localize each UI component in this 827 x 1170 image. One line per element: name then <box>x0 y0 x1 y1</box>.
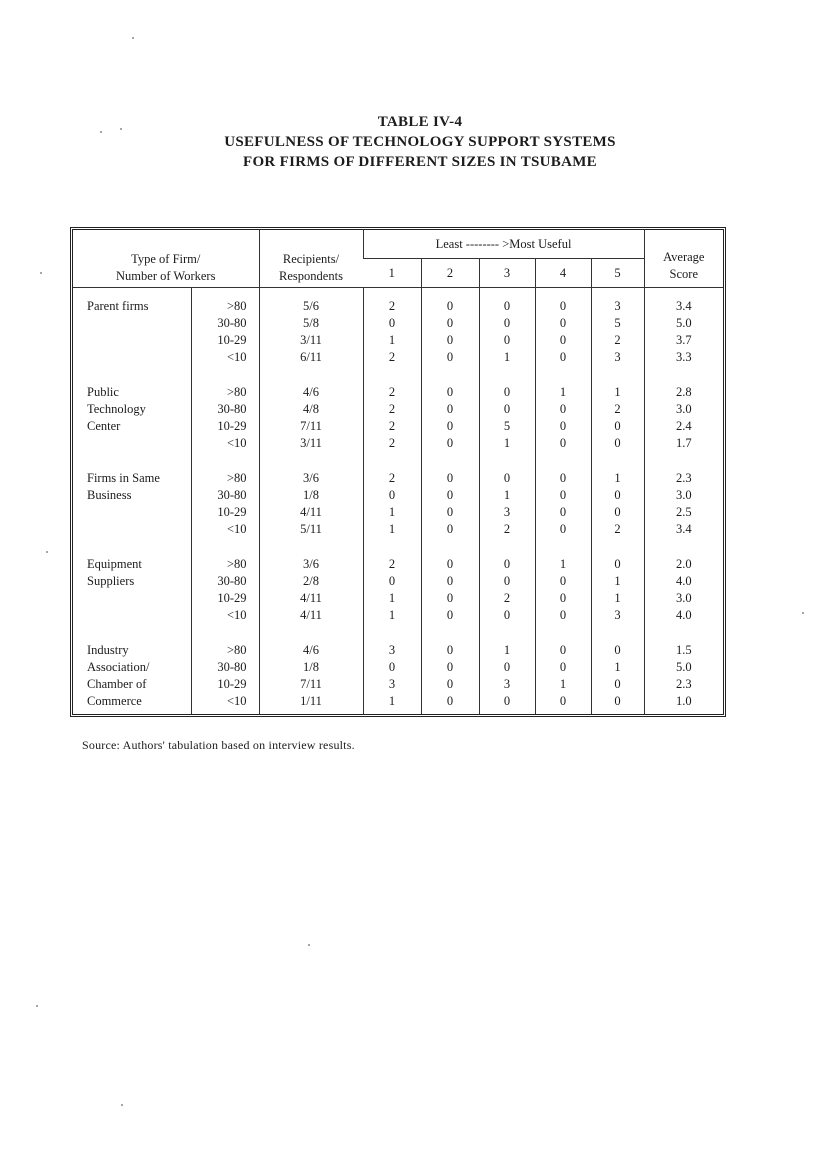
scan-speck <box>46 551 48 553</box>
header-col-5: 5 <box>591 259 644 288</box>
cell-value: 0 <box>614 419 621 434</box>
cell-value: 5 <box>503 419 511 434</box>
cell-value: 0 <box>614 557 621 572</box>
score-5-cell <box>591 460 644 546</box>
score-4-cell <box>535 460 591 546</box>
cell-value: 10-29 <box>217 333 247 347</box>
cell-value: 2.3 <box>675 471 692 486</box>
worker-size-cell <box>191 632 259 714</box>
average-score-cell <box>644 288 723 375</box>
cell-value: 1 <box>614 471 621 486</box>
score-2-cell <box>421 288 479 375</box>
cell-value: 2 <box>503 522 511 537</box>
score-5-cell <box>591 288 644 375</box>
cell-value: 0 <box>446 436 454 451</box>
score-5-cell <box>591 546 644 632</box>
scan-speck <box>121 1104 123 1106</box>
score-4-cell <box>535 546 591 632</box>
cell-value: 5/11 <box>300 522 322 537</box>
cell-value: 0 <box>559 591 567 606</box>
average-score-cell <box>644 460 723 546</box>
firm-type-line: Equipment <box>87 557 142 572</box>
cell-value: 0 <box>446 660 454 675</box>
cell-value: 0 <box>446 488 454 503</box>
cell-value: 3/11 <box>300 436 322 451</box>
header-recipients: Recipients/ Respondents <box>259 230 363 288</box>
cell-value: 0 <box>446 299 454 313</box>
cell-value: 0 <box>559 660 567 675</box>
scan-speck <box>100 131 102 133</box>
cell-value: 7/11 <box>300 677 322 692</box>
cell-value: 2.5 <box>675 505 692 520</box>
cell-value: 2 <box>388 402 396 417</box>
recipients-cell <box>259 374 363 460</box>
header-col-4: 4 <box>535 259 591 288</box>
cell-value: 0 <box>388 660 396 675</box>
cell-value: 0 <box>503 574 511 589</box>
cell-value: 0 <box>559 333 567 347</box>
cell-value: >80 <box>226 643 247 658</box>
cell-value: 0 <box>446 608 454 623</box>
cell-value: 2 <box>388 385 396 400</box>
cell-value: 0 <box>503 608 511 623</box>
header-average-score: Average Score <box>644 230 723 288</box>
cell-value: 5 <box>614 316 621 330</box>
cell-value: 3 <box>614 299 621 313</box>
recipients-cell <box>259 546 363 632</box>
header-usefulness-scale: Least -------- >Most Useful <box>363 230 644 259</box>
cell-value: 0 <box>446 557 454 572</box>
source-note: Source: Authors' tabulation based on interview results. <box>82 738 355 752</box>
cell-value: 0 <box>503 694 511 709</box>
firm-type-line: Parent firms <box>87 299 149 313</box>
cell-value: 0 <box>559 505 567 520</box>
title-line-2: USEFULNESS OF TECHNOLOGY SUPPORT SYSTEMS <box>224 134 616 150</box>
firm-type-line: Center <box>87 419 121 434</box>
cell-value: 0 <box>559 643 567 658</box>
cell-value: 0 <box>614 643 621 658</box>
score-3-cell <box>479 288 535 375</box>
header-type-of-firm: Type of Firm/ Number of Workers <box>73 230 259 288</box>
score-1-cell <box>363 460 421 546</box>
average-score-cell <box>644 374 723 460</box>
firm-type-line: Suppliers <box>87 574 135 589</box>
scan-speck <box>40 272 42 274</box>
cell-value: 0 <box>559 402 567 417</box>
cell-value: 0 <box>503 316 511 330</box>
firm-type-label <box>73 632 191 714</box>
cell-value: 1 <box>388 591 396 606</box>
cell-value: <10 <box>226 608 247 623</box>
cell-value: 0 <box>446 522 454 537</box>
cell-value: 4/11 <box>300 505 322 520</box>
cell-value: 30-80 <box>217 316 247 330</box>
cell-value: 0 <box>446 419 454 434</box>
cell-value: 3 <box>503 505 511 520</box>
cell-value: 3.0 <box>675 402 692 417</box>
cell-value: 1 <box>614 574 621 589</box>
firm-type-line: Association/ <box>87 660 150 675</box>
cell-value: 0 <box>446 316 454 330</box>
cell-value: 3 <box>503 677 511 692</box>
cell-value: 0 <box>503 402 511 417</box>
cell-value: 1 <box>503 643 511 658</box>
cell-value: 1/8 <box>303 488 319 503</box>
cell-value: 0 <box>614 488 621 503</box>
cell-value: <10 <box>226 350 247 364</box>
scan-speck <box>802 612 804 614</box>
firm-type-line: Firms in Same <box>87 471 160 486</box>
cell-value: 4/11 <box>300 591 322 606</box>
score-3-cell <box>479 374 535 460</box>
cell-value: 30-80 <box>217 488 247 503</box>
cell-value: 0 <box>559 694 567 709</box>
title-line-3: FOR FIRMS OF DIFFERENT SIZES IN TSUBAME <box>243 154 597 170</box>
cell-value: 3.4 <box>675 522 692 537</box>
cell-value: 0 <box>446 574 454 589</box>
header-col-3: 3 <box>479 259 535 288</box>
cell-value: 30-80 <box>217 574 247 589</box>
firm-type-line: Technology <box>87 402 146 417</box>
cell-value: 0 <box>388 488 396 503</box>
usefulness-table <box>70 227 726 717</box>
cell-value: 1 <box>388 522 396 537</box>
cell-value: 2.4 <box>675 419 692 434</box>
score-5-cell <box>591 374 644 460</box>
cell-value: 30-80 <box>217 402 247 417</box>
cell-value: 2.8 <box>675 385 692 400</box>
cell-value: 10-29 <box>217 591 247 606</box>
table-row <box>73 374 723 460</box>
cell-value: 0 <box>503 557 511 572</box>
average-score-cell <box>644 546 723 632</box>
cell-value: 0 <box>446 402 454 417</box>
title-line-1: TABLE IV-4 <box>377 114 463 130</box>
cell-value: 0 <box>614 694 621 709</box>
cell-value: 0 <box>388 574 396 589</box>
cell-value: 1 <box>559 677 567 692</box>
cell-value: 3 <box>388 643 396 658</box>
cell-value: 1/8 <box>303 660 319 675</box>
scan-speck <box>36 1005 38 1007</box>
cell-value: 2 <box>614 333 621 347</box>
score-2-cell <box>421 460 479 546</box>
firm-type-line: Commerce <box>87 694 142 709</box>
cell-value: 0 <box>559 471 567 486</box>
cell-value: 5/8 <box>303 316 319 330</box>
cell-value: 1.0 <box>675 694 692 709</box>
score-2-cell <box>421 546 479 632</box>
cell-value: 0 <box>614 505 621 520</box>
cell-value: >80 <box>226 385 247 400</box>
cell-value: 10-29 <box>217 505 247 520</box>
cell-value: 4/8 <box>303 402 319 417</box>
header-col-1: 1 <box>363 259 421 288</box>
cell-value: 5/6 <box>303 299 319 313</box>
firm-type-label <box>73 460 191 546</box>
table-title <box>150 112 690 172</box>
firm-type-label <box>73 288 191 375</box>
cell-value: <10 <box>226 694 247 709</box>
cell-value: 0 <box>446 694 454 709</box>
cell-value: 1 <box>503 350 511 364</box>
cell-value: 0 <box>614 436 621 451</box>
cell-value: 1 <box>388 608 396 623</box>
cell-value: 3 <box>388 677 396 692</box>
average-score-cell <box>644 632 723 714</box>
cell-value: 2 <box>388 350 396 364</box>
scan-speck <box>308 944 310 946</box>
score-1-cell <box>363 546 421 632</box>
cell-value: 3/6 <box>303 471 319 486</box>
firm-type-label <box>73 546 191 632</box>
cell-value: >80 <box>226 299 247 313</box>
cell-value: 0 <box>559 488 567 503</box>
score-1-cell <box>363 632 421 714</box>
firm-type-label <box>73 374 191 460</box>
cell-value: 0 <box>503 385 511 400</box>
cell-value: 4/6 <box>303 385 319 400</box>
cell-value: 0 <box>559 299 567 313</box>
worker-size-cell <box>191 288 259 375</box>
cell-value: 0 <box>559 350 567 364</box>
cell-value: 0 <box>503 471 511 486</box>
cell-value: 1 <box>614 660 621 675</box>
table-row <box>73 460 723 546</box>
cell-value: 0 <box>446 505 454 520</box>
cell-value: 3.0 <box>675 488 692 503</box>
cell-value: 1 <box>388 333 396 347</box>
cell-value: >80 <box>226 471 247 486</box>
worker-size-cell <box>191 374 259 460</box>
cell-value: 2 <box>388 299 396 313</box>
firm-type-line: Industry <box>87 643 129 658</box>
cell-value: 4.0 <box>675 608 692 623</box>
cell-value: 0 <box>559 522 567 537</box>
score-1-cell <box>363 374 421 460</box>
score-4-cell <box>535 374 591 460</box>
worker-size-cell <box>191 460 259 546</box>
cell-value: 1 <box>503 436 511 451</box>
cell-value: 2 <box>388 471 396 486</box>
cell-value: 2 <box>503 591 511 606</box>
scan-speck <box>120 128 122 130</box>
cell-value: 0 <box>446 591 454 606</box>
scan-speck <box>132 37 134 39</box>
cell-value: >80 <box>226 557 247 572</box>
cell-value: 10-29 <box>217 677 247 692</box>
score-3-cell <box>479 632 535 714</box>
cell-value: 1 <box>388 694 396 709</box>
header-col-2: 2 <box>421 259 479 288</box>
cell-value: 2 <box>388 419 396 434</box>
score-3-cell <box>479 546 535 632</box>
cell-value: 1 <box>614 591 621 606</box>
firm-type-line: Public <box>87 385 119 400</box>
table-row <box>73 546 723 632</box>
cell-value: 3/6 <box>303 557 319 572</box>
cell-value: 0 <box>503 299 511 313</box>
cell-value: 3 <box>614 608 621 623</box>
score-4-cell <box>535 288 591 375</box>
cell-value: 0 <box>559 419 567 434</box>
cell-value: 2 <box>614 522 621 537</box>
cell-value: 3.4 <box>675 299 692 313</box>
cell-value: 5.0 <box>675 316 692 330</box>
table-row <box>73 288 723 375</box>
cell-value: 0 <box>503 333 511 347</box>
score-2-cell <box>421 374 479 460</box>
cell-value: 1 <box>559 385 567 400</box>
cell-value: 0 <box>446 350 454 364</box>
recipients-cell <box>259 288 363 375</box>
recipients-cell <box>259 632 363 714</box>
cell-value: 0 <box>446 643 454 658</box>
cell-value: 2.0 <box>675 557 692 572</box>
cell-value: 3.3 <box>675 350 692 364</box>
cell-value: 4/11 <box>300 608 322 623</box>
cell-value: 1/11 <box>300 694 322 709</box>
worker-size-cell <box>191 546 259 632</box>
firm-type-line: Chamber of <box>87 677 147 692</box>
cell-value: 3 <box>614 350 621 364</box>
score-1-cell <box>363 288 421 375</box>
cell-value: 3.0 <box>675 591 692 606</box>
cell-value: 1.7 <box>675 436 692 451</box>
cell-value: 6/11 <box>300 350 322 364</box>
cell-value: 3/11 <box>300 333 322 347</box>
cell-value: 0 <box>446 471 454 486</box>
cell-value: 1 <box>388 505 396 520</box>
cell-value: 2/8 <box>303 574 319 589</box>
cell-value: 0 <box>503 660 511 675</box>
cell-value: 0 <box>388 316 396 330</box>
cell-value: 0 <box>614 677 621 692</box>
cell-value: 2 <box>388 436 396 451</box>
cell-value: 30-80 <box>217 660 247 675</box>
cell-value: 0 <box>446 333 454 347</box>
cell-value: 1 <box>559 557 567 572</box>
cell-value: 1.5 <box>675 643 692 658</box>
cell-value: 0 <box>446 677 454 692</box>
cell-value: 2 <box>388 557 396 572</box>
cell-value: 0 <box>559 574 567 589</box>
cell-value: 0 <box>446 385 454 400</box>
cell-value: 3.7 <box>675 333 692 347</box>
cell-value: 5.0 <box>675 660 692 675</box>
cell-value: 0 <box>559 316 567 330</box>
cell-value: 4/6 <box>303 643 319 658</box>
recipients-cell <box>259 460 363 546</box>
cell-value: 1 <box>503 488 511 503</box>
score-5-cell <box>591 632 644 714</box>
cell-value: 0 <box>559 436 567 451</box>
firm-type-line: Business <box>87 488 132 503</box>
cell-value: 2 <box>614 402 621 417</box>
cell-value: 1 <box>614 385 621 400</box>
cell-value: 10-29 <box>217 419 247 434</box>
table-row <box>73 632 723 714</box>
cell-value: 0 <box>559 608 567 623</box>
score-3-cell <box>479 460 535 546</box>
cell-value: 4.0 <box>675 574 692 589</box>
score-2-cell <box>421 632 479 714</box>
cell-value: 2.3 <box>675 677 692 692</box>
cell-value: <10 <box>226 522 247 537</box>
cell-value: <10 <box>226 436 247 451</box>
cell-value: 7/11 <box>300 419 322 434</box>
score-4-cell <box>535 632 591 714</box>
